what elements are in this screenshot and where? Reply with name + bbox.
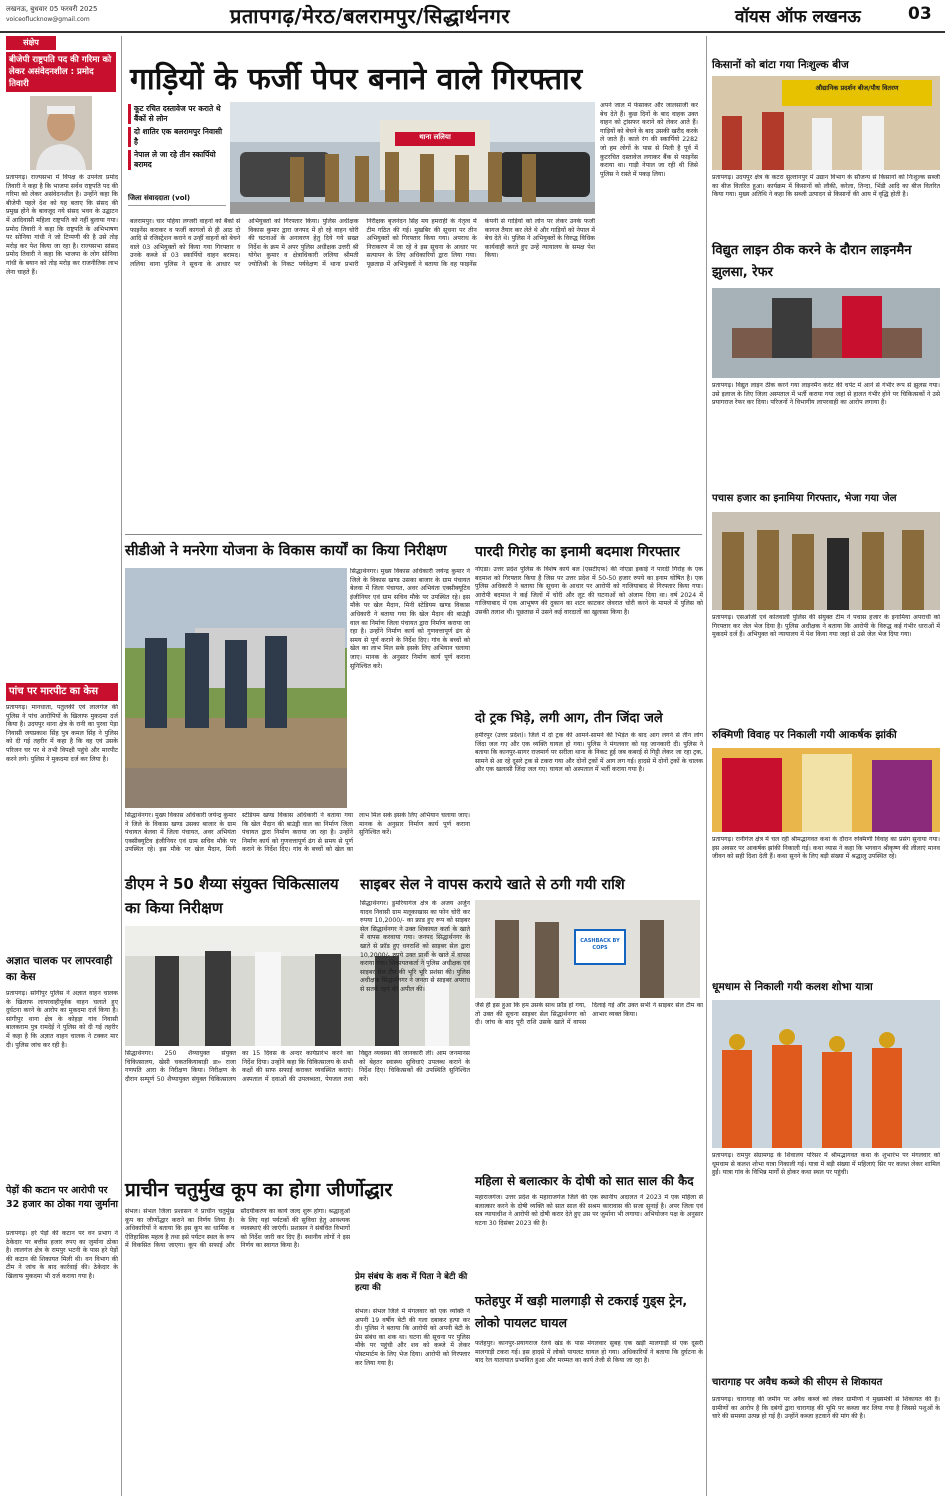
right-story3-headline: पचास हजार का इनामिया गिरफ्तार, भेजा गया जेल <box>712 493 897 504</box>
truck-headline: दो ट्रक भिड़े, लगी आग, तीन जिंदा जले <box>475 711 663 726</box>
dm-body: सिद्धार्थनगर। 250 शैय्यायुक्त संयुक्त चिकित्सालय, खेसी चकतकियाबाड़ी डा० राजा गणपति आरा के निरीक्षण किया। निरीक्षण के दौरान सम्पूर्ण 50 शैय्यायुक्त संयुक्त चिकित्सालय का 15 दिवस के अन्दर कार्यप्रारंभ करने का निर्देश दिया। उन्होंने कहा कि चिकित्सालय के सभी कक्षों की साफ सफाई कराकर व्यवस्थित कराएं। अस्पताल में दवाओं की उपलब्धता, पेयजल तथा विद्युत व्यवस्था की जानकारी ली। आम जनमानस को बेहतर स्वास्थ्य सुविधाएं उपलब्ध कराने के निर्देश दिए। चिकित्सकों की उपस्थिति सुनिश्चित करें। <box>125 1050 470 1083</box>
sidebar-portrait <box>30 96 92 170</box>
well-headline: प्राचीन चतुर्मुख कूप का होगा जीर्णोद्धार <box>125 1179 393 1201</box>
fatehpur-headline: फतेहपुर में खड़ी मालगाड़ी से टकराई गुड्स ट्रेन, लोको पायलट घायल <box>475 1293 688 1330</box>
sidebar-tag: संक्षेप <box>6 36 56 50</box>
pardhi-body: नोएडा। उत्तर प्रदेश पुलिस के विशेष कार्य बल (एसटीएफ) की नोएडा इकाई ने पारदी गिरोह के एक बदमाश को गिरफ्तार किया है जिस पर उत्तर प्रदेश में 50-50 हजार रुपये का इनाम घोषित है। एक पुलिस अधिकारी ने बताया कि सूचना के आधार पर आरोपी को गाजियाबाद से गिरफ्तार किया गया। आरोपी बदमाश ने कई जिलों में चोरी और लूट की घटनाओं को अंजाम दिया था। वर्ष 2024 में गाजियाबाद में एक आभूषण की दुकान का शटर काटकर जेवरात चोरी करने के मामले में पुलिस को उसकी तलाश थी। पूछताछ में उसने कई वारदातों का खुलासा किया है। <box>475 566 703 616</box>
kalash-yatra-image <box>712 1000 940 1148</box>
sidebar-story2-headline: पांच पर मारपीट का केस <box>6 683 118 701</box>
sidebar-story3-body: प्रतापगढ़। सांगीपुर पुलिस ने अज्ञात वाहन चालक के खिलाफ लापरवाहीपूर्वक वाहन चलाते हुए दुर्घटना करने के आरोप का मुकदमा दर्ज किया है। सांगीपुर थाना क्षेत्र के कोहड़ा गांव निवासी बालकराम पुत्र रामदेई ने पुलिस को दी गई तहरीर में कहा है कि अज्ञात वाहन चालक ने टक्कर मार दी। पुलिस जांच कर रही है। <box>6 990 118 1049</box>
right-story2-headline: विद्युत लाइन ठीक करने के दौरान लाइनमैन झुलसा, रेफर <box>712 243 912 280</box>
right-story2-photo <box>712 288 940 378</box>
right-story4-body: प्रतापगढ़। रानीगंज क्षेत्र में चल रही श्रीमद्भागवत कथा के दौरान रुक्मिणी विवाह का प्रसंग सुनाया गया। इस अवसर पर आकर्षक झांकी निकाली गई। कथा व्यास ने कहा कि भगवान श्रीकृष्ण की लीलाएं मानव जीवन को सही दिशा देती हैं। कथा सुनने के लिए बड़ी संख्या में श्रद्धालु उपस्थित रहे। <box>712 836 940 861</box>
police-station-image <box>230 102 595 214</box>
lead-photo <box>230 102 595 214</box>
rape-headline: महिला से बलात्कार के दोषी को सात साल की कैद <box>475 1174 694 1188</box>
lead-bullet-2: दो शातिर एक बलरामपुर निवासी है <box>128 127 226 147</box>
lead-headline: गाड़ियों के फर्जी पेपर बनाने वाले गिरफ्तार <box>130 62 583 97</box>
cyber-body-2: जैसे ही इस हुआ कि हम उसके साथ फ्रॉड हो गया, तो उक्त की सूचना साइबर सेल सिद्धार्थनगर को दी। जांच के बाद पूरी राशि उसके खाते में वापस दिलाई गई और उक्त सभी ने साइबर सेल टीम का आभार व्यक्त किया। <box>475 1002 703 1027</box>
lead-rule <box>125 534 702 535</box>
sidebar-story1-body: प्रतापगढ़। राज्यसभा में विपक्ष के उपनेता प्रमोद तिवारी ने कहा है कि भाजपा सर्वथ राष्ट्रपति पद की गरिमा को लेकर असंवेदनशील है। उन्होंने कहा कि बीजेपी पहले देश को यह बताए कि संसद की प्रमुख होने के बावजूद नये संसद भवन के उद्घाटन में आदिवासी महिला राष्ट्रपति को नहीं बुलाया गया। प्रमोद तिवारी ने कहा कि राष्ट्रपति के अभिभाषण पर सोनिया गांधी ने जो टिप्पणी की है उसे तोड़ मरोड़ कर पेश किया जा रहा है। राज्यसभा सांसद प्रमोद तिवारी ने कहा कि भाजपा के लोग सोनिया गांधी के बयान को तोड़ मरोड़ कर राजनीतिक लाभ लेना चाहते हैं। <box>6 174 118 276</box>
police-arrest-image <box>712 512 940 610</box>
right-story1-headline: किसानों को बांटा गया निःशुल्क बीज <box>712 59 849 71</box>
right-story4-photo <box>712 748 940 832</box>
cdo-side <box>350 568 470 810</box>
sidebar-divider <box>121 36 122 1496</box>
right-story6-headline: चारागाह पर अवैध कब्जे की सीएम से शिकायत <box>712 1377 883 1388</box>
paper-name: वॉयस ऑफ लखनऊ <box>735 7 861 27</box>
sidebar-story4-headline: पेड़ों की कटान पर आरोपी पर 32 हजार का ठोका गया जुर्माना <box>6 1185 118 1210</box>
sidebar-story4-body: प्रतापगढ़। हरे पेड़ों की कटान पर वन प्रभाग ने ठेकेदार पर बत्तीस हजार रुपए का जुर्माना ठोका है। लालगंज क्षेत्र के रामपुर भटनी के पास हरे पेड़ों की कटान की शिकायत मिली थी। वन विभाग की टीम ने जांच के बाद कार्रवाई की। ठेकेदार के खिलाफ मुकदमा भी दर्ज कराया गया है। <box>6 1230 118 1280</box>
lead-continued: अपने जाल में फंसाकर और जालसाजी कर बेच देते हैं। कुछ दिनों के बाद वाहक उक्त वाहन को ट्रांसफर कराने को लेकर आते हैं। गाड़ियों को बेचने के बाद उसकी खरीद करके ले जाते हैं। काले रंग की स्कार्पियो 2282 जो हम लोगों के पास से मिली है पूर्व में कुटरचित दस्तावेज लगाकर बैंक से फाइनेंस कराया था। गाड़ी नेपाल जा रही थी जिसे पुलिस ने रास्ते में पकड़ लिया। <box>600 102 698 178</box>
hospital-patient-image <box>712 288 940 378</box>
pardhi-headline: पारदी गिरोह का इनामी बदमाश गिरफ्तार <box>475 544 680 560</box>
right-story6-body: प्रतापगढ़। चारागाह की जमीन पर अवैध कब्जे को लेकर ग्रामीणों ने मुख्यमंत्री से शिकायत की है। ग्रामीणों का आरोप है कि दबंगों द्वारा चारागाह की भूमि पर कब्जा कर लिया गया है जिससे पशुओं के चारे की समस्या उत्पन्न हो गई है। उन्होंने कब्जा हटवाने की मांग की है। <box>712 1396 940 1421</box>
cyber-photo-banner: CASHBACK BY COPS <box>580 938 620 951</box>
cyber-headline: साइबर सेल ने वापस कराये खाते से ठगी गयी राशि <box>360 877 625 893</box>
tableau-image <box>712 748 940 832</box>
sidebar-story1-headline: बीजेपी राष्ट्रपति पद की गरिमा को लेकर असंवेदनशील : प्रमोद तिवारी <box>6 52 116 92</box>
lead-bullet-3: नेपाल ले जा रहे तीन स्कार्पियो बरामद <box>128 150 226 170</box>
right-story2-body: प्रतापगढ़। विद्युत लाइन ठीक करने गया लाइनमैन करंट की चपेट में आने से गंभीर रूप से झुलस गया। उसे इलाज के लिए जिला अस्पताल में भर्ती कराया गया जहां से हालत गंभीर होने पर चिकित्सकों ने उसे प्रयागराज रेफर कर दिया। परिजनों ने विभागीय लापरवाही का आरोप लगाया है। <box>712 382 940 407</box>
cdo-body: सिद्धार्थनगर। मुख्य विकास अधिकारी जयेन्द्र कुमार ने जिले के विकास खण्ड उसका बाजार के ग्राम पंचायत बेलवा में जिला पंचायत, अवर अभियंता एक्सीक्यूटिव इंजीनियर एवं ग्राम सचिव मौके पर उपस्थित रहे। इस मौके पर खेल मैदान, मिनी स्टेडियम खण्ड विकास अधिकारी ने बताया गया कि खेल मैदान की बाउंड्री वाल का निर्माण जिला पंचायत द्वारा निर्माण कराया जा रहा है। उन्होंने निर्माण कार्य को गुणवत्तापूर्ण ढंग से समय से पूर्ण कराने के निर्देश दिए। गांव के बच्चों को खेल का लाभ मिल सके इसके लिए अभियान चलाया जाए। मानक के अनुसार निर्माण कार्य पूर्ण कराना सुनिश्चित करें। <box>125 812 470 854</box>
murder-body: संभल। संभल जिले में मंगलवार को एक व्यक्ति ने अपनी 19 वर्षीय बेटी की गला दबाकर हत्या कर दी। पुलिस ने बताया कि आरोपी को अपनी बेटी के प्रेम संबंध का शक था। घटना की सूचना पर पुलिस मौके पर पहुंची और शव को कब्जे में लेकर पोस्टमार्टम के लिए भेज दिया। आरोपी को गिरफ्तार कर लिया गया है। <box>355 1308 470 1367</box>
well-body: संभल। संभल जिला प्रशासन ने प्राचीन चतुर्मुख कूप का जीर्णोद्धार कराने का निर्णय लिया है। अधिकारियों ने बताया कि इस कूप का धार्मिक व ऐतिहासिक महत्व है तथा इसे पर्यटन स्थल के रूप में विकसित किया जाएगा। कूप की सफाई और सौंदर्यीकरण का कार्य जल्द शुरू होगा। श्रद्धालुओं के लिए यहां पर्यटकों की सुविधा हेतु आवश्यक व्यवस्थाएं की जाएंगी। प्रशासन ने संबंधित विभागों को निर्देश जारी कर दिए हैं। स्थानीय लोगों ने इस निर्णय का स्वागत किया है। <box>125 1208 350 1250</box>
lead-bullet-1: कूट रचित दस्तावेज पर कराते थे बैंकों से लोन <box>128 104 226 124</box>
truck-body: हमीरपुर (उत्तर प्रदेश)। जिले में दो ट्रक की आमने-सामने की भिड़ंत के बाद आग लगने से तीन लोग जिंदा जल गए और एक व्यक्ति घायल हो गया। पुलिस ने मंगलवार को यह जानकारी दी। पुलिस ने बताया कि कानपुर-सागर राजमार्ग पर सरीला थाना के निकट हुई जब कबरई से गिट्टी लेकर जा रहा ट्रक, सामने से आ रहे दूसरे ट्रक से टकरा गया और दोनों ट्रकों में आग लग गई। हादसे में दोनों ट्रकों के चालक और एक खलासी जिंदा जल गए। घायल को अस्पताल में भर्ती कराया गया है। <box>475 732 703 774</box>
sidebar-story2-body: प्रतापगढ़। मानधाता, पतुलकी एवं लालगंज की पुलिस ने पांच आरोपियों के खिलाफ मुकदमा दर्ज किया है। उदयपुर थाना क्षेत्र के रानी का पुरवा पेड़ा निवासी जयप्रकाश सिंह पुत्र कमल सिंह ने पुलिस को दी गई तहरीर में कहा है कि वह एवं उसके परिजन घर पर थे तभी विपक्षी पहुंचे और मारपीट करने लगे। पुलिस ने मुकदमा दर्ज कर लिया है। <box>6 704 118 763</box>
right-story3-photo <box>712 512 940 610</box>
masthead-rule <box>0 31 945 33</box>
murder-headline: प्रेम संबंध के शक में पिता ने बेटी की हत्या की <box>355 1272 468 1293</box>
cdo-side-text: सिद्धार्थनगर। मुख्य विकास अधिकारी जयेन्द्र कुमार ने जिले के विकास खण्ड उसका बाजार के ग्राम पंचायत बेलवा में जिला पंचायत, अवर अभियंता एक्सीक्यूटिव इंजीनियर एवं ग्राम सचिव मौके पर उपस्थित रहे। इस मौके पर खेल मैदान, मिनी स्टेडियम खण्ड विकास अधिकारी ने बताया गया कि खेल मैदान की बाउंड्री वाल का निर्माण जिला पंचायत द्वारा निर्माण कराया जा रहा है। उन्होंने निर्माण कार्य को गुणवत्तापूर्ण ढंग से समय से पूर्ण कराने के निर्देश दिए। गांव के बच्चों को खेल का लाभ मिल सके इसके लिए अभियान चलाया जाए। मानक के अनुसार निर्माण कार्य पूर्ण कराना सुनिश्चित करें। <box>350 568 470 670</box>
rape-body: महाराजगंज। उत्तर प्रदेश के महाराजगंज जिले की एक स्थानीय अदालत ने 2023 में एक महिला से बलात्कार करने के दोषी व्यक्ति को सात साल की सश्रम कारावास की सजा सुनाई है। अपर जिला एवं सत्र न्यायाधीश ने आरोपी को दोषी करार देते हुए उस पर जुर्माना भी लगाया। अभियोजन पक्ष के अनुसार घटना 30 दिसंबर 2023 की है। <box>475 1194 703 1227</box>
right-story1-banner: औद्यानिक प्रदर्शन बीज/पौध वितरण <box>815 84 899 92</box>
portrait-image <box>30 96 92 170</box>
right-story5-photo <box>712 1000 940 1148</box>
right-story5-headline: धूमधाम से निकाली गयी कलश शोभा यात्रा <box>712 981 873 993</box>
cities-header: प्रतापगढ़/मेरठ/बलरामपुर/सिद्धार्थनगर <box>230 4 511 28</box>
right-story1-photo <box>712 76 940 170</box>
right-story5-body: प्रतापगढ़। रामपुर संग्रामगढ़ के शिवालय परिसर में श्रीमद्भागवत कथा के शुभारंभ पर मंगलवार को धूमधाम से कलश शोभा यात्रा निकाली गई। यात्रा में बड़ी संख्या में महिलाएं सिर पर कलश लेकर शामिल हुईं। यात्रा गांव के विभिन्न मार्गों से होकर कथा स्थल पर पहुंची। <box>712 1152 940 1177</box>
email: voiceoflucknow@gmail.com <box>6 16 90 23</box>
right-story4-headline: रुक्मिणी विवाह पर निकाली गयी आकर्षक झांकी <box>712 729 897 741</box>
field-inspection-image <box>125 568 347 808</box>
cyber-photo <box>475 900 700 998</box>
page-number: 03 <box>908 4 932 24</box>
dm-headline: डीएम ने 50 शैय्या संयुक्त चिकित्सालय का किया निरीक्षण <box>125 875 339 917</box>
right-story3-body: प्रतापगढ़। एसओजी एवं कोतवाली पुलिस की संयुक्त टीम ने पचास हजार के इनामिया अपराधी को गिरफ्तार कर जेल भेज दिया है। पुलिस अधीक्षक ने बताया कि आरोपी के विरुद्ध कई गंभीर धाराओं में मुकदमे दर्ज हैं। अभियुक्त को न्यायालय में पेश किया गया जहां से उसे जेल भेज दिया गया। <box>712 614 940 639</box>
fatehpur-body: फतेहपुर। कानपुर-प्रयागराज रेलवे खंड के पास मंगलवार सुबह एक खड़ी मालगाड़ी से एक दूसरी मालगाड़ी टकरा गई। इस हादसे में लोको पायलट घायल हो गया। अधिकारियों ने बताया कि दुर्घटना के बाद रेल यातायात प्रभावित हुआ और मरम्मत का कार्य तेजी से किया जा रहा है। <box>475 1340 703 1365</box>
lead-body: बलरामपुर। चार पहिया लग्जरी वाहनों को बैंकों से फाइनेंस कराकर व फर्जी कागजों से ही आठ दो आदि से रजिस्ट्रेशन कराने व उन्हीं वाहनों को बेचने वाले 03 अभियुक्तों को किया गया गिरफ्तार व उनके कब्जे से 03 स्कार्पियो वाहन बरामद। ललिया थाना पुलिस ने सूचना के आधार पर अभियुक्तों को गिरफ्तार किया। पुलिस अधीक्षक विकास कुमार द्वारा जनपद में हो रहे वाहन चोरी की घटनाओं के अनावरण हेतु दिये गये सख्त निर्देश के क्रम में अपर पुलिस अधीक्षक उत्तरी श्री योगेश कुमार व क्षेत्राधिकारी ललिया श्रीमती ज्योतिश्री के निकट पर्यवेक्षण में थाना प्रभारी निरीक्षक बृजनंदन सिंह मय हमराही के नेतृत्व में टीम गठित की गई। मुखबिर की सूचना पर तीन अभियुक्तों को गिरफ्तार किया गया। अपराध के निराकरण में जा रहे वे इस सूचना के आधार पर सत्यापन के लिए अधिकारियों द्वारा लिया गया। पूछताछ में अभियुक्तों ने बताया कि वह फाइनेंस कंपनी से गाड़ियों को लोन पर लेकर उनके फर्जी कागज तैयार कर लेते थे और गाड़ियों को नेपाल में बेच देते थे। पुलिस ने अभियुक्तों के विरुद्ध विधिक कार्यवाही करते हुए उन्हें न्यायालय के समक्ष पेश किया। <box>130 218 595 268</box>
cyber-body: सिद्धार्थनगर। डुमरियागंज क्षेत्र के अजय अर्जुन यादव निवासी ग्राम मलूकाखास का फोन चोरी कर रुपया 10,2000/- का फ्राड हुए रूप को साइबर सेल सिद्धार्थनगर ने उक्त शिकायत कर्ता के खाते में वापस करवाया गया। जनपद सिद्धार्थनगर के खाते से फ्रॉड हुए धनराशि को साइबर सेल द्वारा 10,2000/- रुपये उक्त प्रार्थी के खाते में वापस कराया गया। शिकायतकर्ता ने पुलिस अधीक्षक एवं साइबर सेल टीम की भूरि भूरि प्रशंसा की। पुलिस अधीक्षक सिद्धार्थनगर ने जनता से साइबर अपराध से सतर्क रहने की अपील की। <box>360 900 470 993</box>
dateline: लखनऊ, बुधवार 05 फरवरी 2025 <box>6 5 98 13</box>
lead-bullets <box>128 104 226 170</box>
sidebar-story3-headline: अज्ञात चालक पर लापरवाही का केस <box>6 955 113 983</box>
right-story1-body: प्रतापगढ़। उदयपुर क्षेत्र के कटरा सुल्तानपुर में उद्यान विभाग के सौजन्य से किसानों को निःशुल्क सब्जी का बीज वितरित हुआ। कार्यक्रम में किसानों को लौकी, करेला, तिन्दा, भिंडी आदि का बीज वितरित किया गया। मुख्य अतिथि ने कहा कि सब्जी उत्पादन से किसानों की आय में वृद्धि होती है। <box>712 174 940 199</box>
lead-photo-banner: थाना ललिया <box>419 133 451 141</box>
right-divider <box>706 36 707 1496</box>
cdo-photo <box>125 568 347 808</box>
lead-byline: जिला संवाददाता (vol) <box>128 194 226 206</box>
cdo-headline: सीडीओ ने मनरेगा योजना के विकास कार्यों का किया निरीक्षण <box>125 543 447 559</box>
